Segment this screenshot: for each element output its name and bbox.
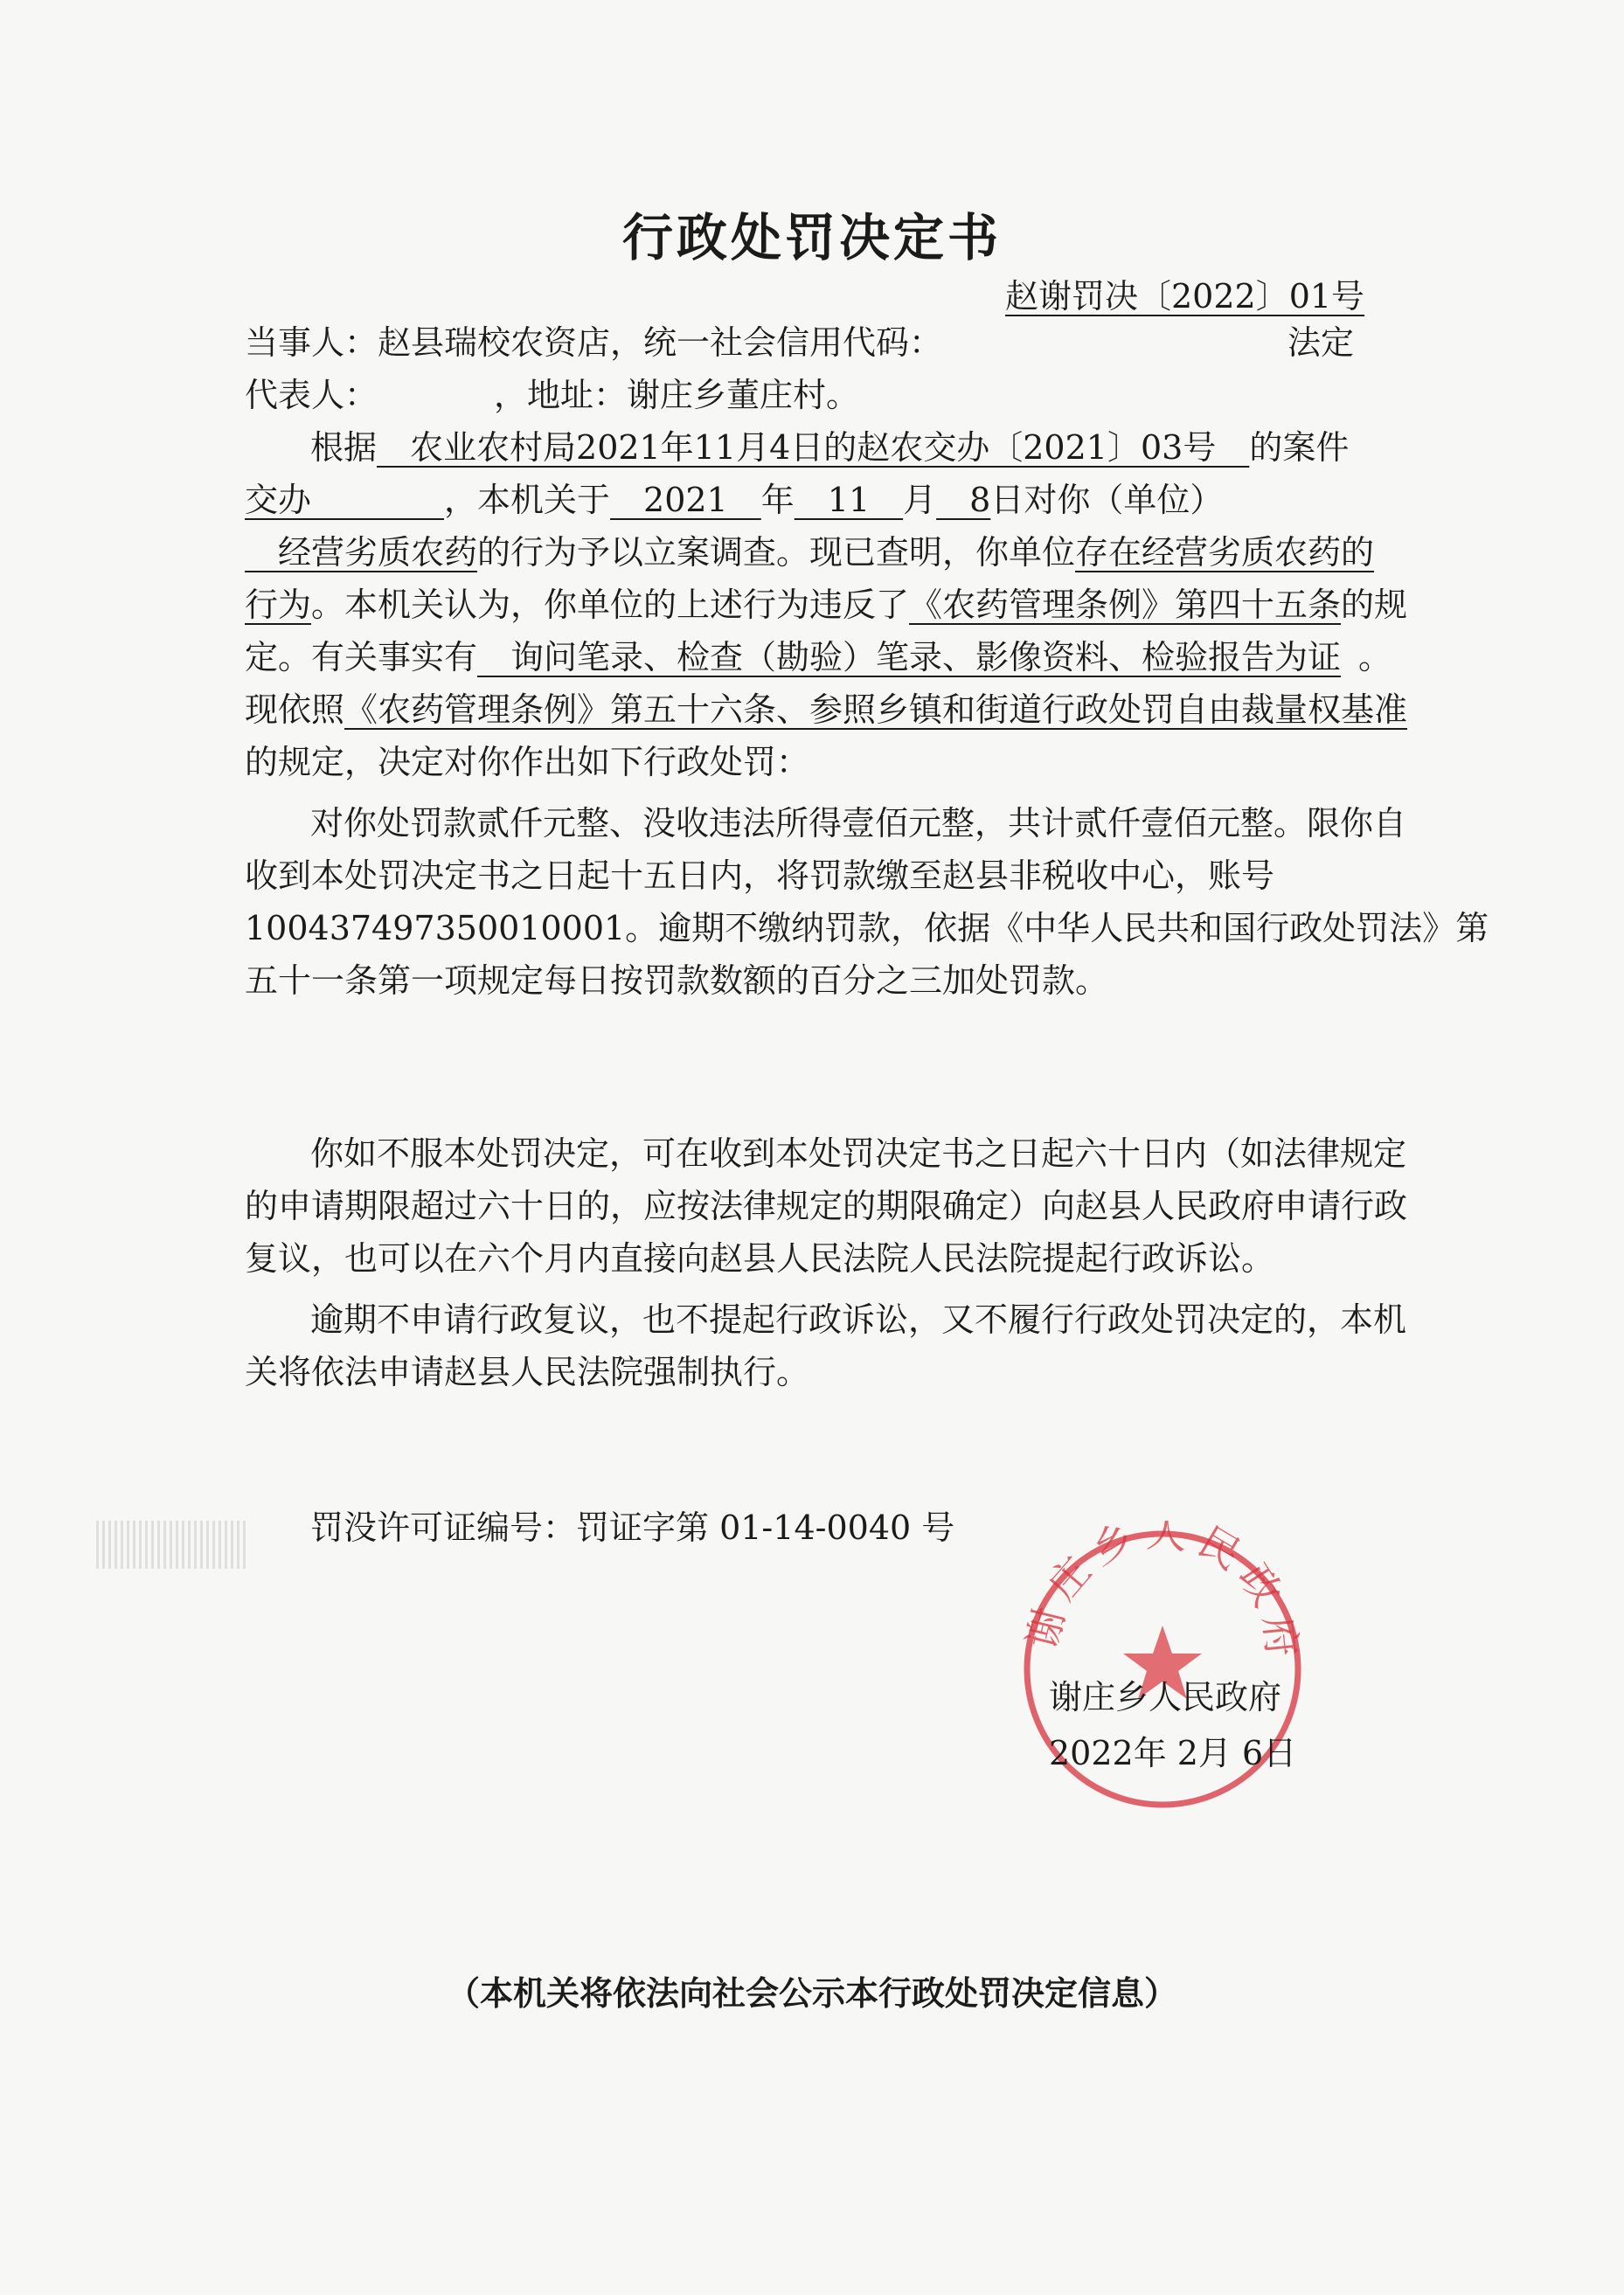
violation-line xyxy=(245,579,1408,631)
penalty-line-3: 100437497350010001。逾期不缴纳罚款，依据《中华人民共和国行政处罚法》第 xyxy=(245,909,1489,947)
legal-label: 法定 xyxy=(1287,323,1355,362)
seal-text: 谢庄乡人民政府 xyxy=(1018,1521,1307,1668)
violated-regulation: 《农药管理条例》第四十五条 xyxy=(909,586,1342,624)
date-line xyxy=(245,474,1381,526)
investigation-line xyxy=(245,526,1381,579)
penalty-line-1: 对你处罚款贰仟元整、没收违法所得壹佰元整，共计贰仟壹佰元整。限你自 xyxy=(310,804,1407,842)
assign-text: 交办 xyxy=(245,481,445,519)
basis-line xyxy=(310,421,1447,474)
regulation-suffix: 的规 xyxy=(1341,586,1408,624)
month-unit: 月 xyxy=(903,481,937,519)
legal-basis-line xyxy=(245,683,1408,736)
day-unit: 日对你（单位） xyxy=(990,481,1224,519)
agency-text: ，本机关于 xyxy=(444,481,611,519)
enforcement-line-2: 关将依法申请赵县人民法院强制执行。 xyxy=(245,1353,810,1391)
decision-intro: 的规定，决定对你作出如下行政处罚： xyxy=(245,743,810,781)
finding-end: 行为 xyxy=(245,586,312,624)
penalty-line-2: 收到本处罚决定书之日起十五日内，将罚款缴至赵县非税收中心，账号 xyxy=(245,856,1275,895)
case-year: 2021 xyxy=(610,481,761,519)
evidence-list: 询问笔录、检查（勘验）笔录、影像资料、检验报告为证 xyxy=(477,638,1342,676)
representative-line: 代表人： ，地址：谢庄乡董庄村。 xyxy=(245,376,860,414)
document-number: 赵谢罚决〔2022〕01号 xyxy=(1005,277,1365,315)
party-line xyxy=(245,316,1381,369)
basis-reference: 农业农村局2021年11月4日的赵农交办〔2021〕03号 xyxy=(377,428,1250,467)
violation-type: 经营劣质农药 xyxy=(245,533,478,572)
appeal-line-2: 的申请期限超过六十日的，应按法律规定的期限确定）向赵县人民政府申请行政 xyxy=(245,1187,1408,1225)
permit-number: 罚没许可证编号：罚证字第 01-14-0040 号 xyxy=(310,1508,955,1547)
finding-text: 存在经营劣质农药的 xyxy=(1075,533,1375,572)
evidence-label: 定。有关事实有 xyxy=(245,638,478,676)
document-title: 行政处罚决定书 xyxy=(621,208,1002,267)
basis-label: 根据 xyxy=(310,428,378,467)
party-text: 当事人：赵县瑞校农资店，统一社会信用代码： xyxy=(245,323,943,362)
scan-smudge xyxy=(96,1521,249,1569)
public-notice: （本机关将依法向社会公示本行政处罚决定信息） xyxy=(446,1973,1177,2013)
year-unit: 年 xyxy=(760,481,795,519)
evidence-line xyxy=(245,631,1392,683)
opinion-text: 。本机关认为，你单位的上述行为违反了 xyxy=(311,586,910,624)
issue-date: 2022年 2月 6日 xyxy=(1049,1734,1297,1772)
evidence-end: 。 xyxy=(1358,638,1392,676)
legal-basis-text: 《农药管理条例》第五十六条、参照乡镇和街道行政处罚自由裁量权基准 xyxy=(344,690,1408,729)
issuing-org: 谢庄乡人民政府 xyxy=(1049,1678,1282,1716)
penalty-line-4: 五十一条第一项规定每日按罚款数额的百分之三加处罚款。 xyxy=(245,961,1109,1000)
basis-suffix: 的案件 xyxy=(1249,428,1350,467)
enforcement-line-1: 逾期不申请行政复议，也不提起行政诉讼，又不履行行政处罚决定的，本机 xyxy=(310,1300,1407,1339)
case-day: 8 xyxy=(936,481,991,519)
appeal-line-1: 你如不服本处罚决定，可在收到本处罚决定书之日起六十日内（如法律规定 xyxy=(310,1134,1407,1173)
case-month: 11 xyxy=(794,481,904,519)
investigation-text: 的行为予以立案调查。现已查明，你单位 xyxy=(477,533,1076,572)
appeal-line-3: 复议，也可以在六个月内直接向赵县人民法院人民法院提起行政诉讼。 xyxy=(245,1239,1275,1278)
legal-basis-label: 现依照 xyxy=(245,690,345,729)
signoff-block xyxy=(1049,1669,1296,1781)
